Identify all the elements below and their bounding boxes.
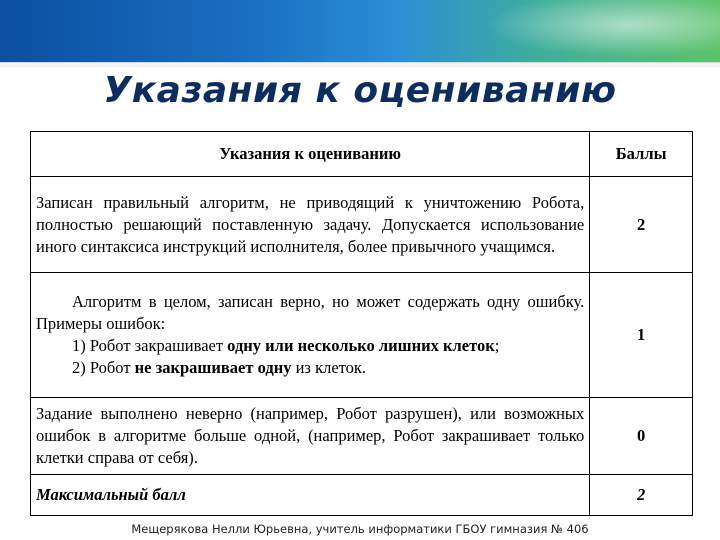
header-score: Баллы [590,132,693,177]
criteria-cell [31,273,590,398]
error-example-1-prefix: 1) Робот закрашивает [72,336,228,355]
table-total-row [31,475,693,516]
slide-title: Указания к оцениванию [103,70,617,111]
table-row [31,398,693,475]
header-criteria: Указания к оцениванию [31,132,590,177]
banner-divider [0,62,720,67]
criteria-cell: Записан правильный алгоритм, не приводящий к уничтожению Робота, полностью решающий поставленную задачу. Допускается использование иного синтаксиса инструкций исполнителя, более привычного учащимся. [31,177,590,273]
table-row [31,273,693,398]
banner-glow [460,0,720,62]
error-example-2-prefix: 2) Робот [72,358,135,377]
table-header-row [31,132,693,177]
score-cell: 1 [590,273,693,398]
error-example-2-suffix: из клеток. [291,358,367,377]
error-example-1-suffix: ; [494,336,500,355]
score-cell: 2 [590,177,693,273]
error-example-2-emphasis: не закрашивает одну [134,358,292,377]
error-example-1-emphasis: одну или несколько лишних клеток [227,336,495,355]
criteria-intro: Алгоритм в целом, записан верно, но может содержать одну ошибку. Примеры ошибок: [36,292,585,333]
max-score-label: Максимальный балл [31,475,590,516]
footer-author [0,522,720,536]
table-row [31,177,693,273]
max-score-value: 2 [590,475,693,516]
grading-table [30,131,693,516]
criteria-cell: Задание выполнено неверно (например, Робот разрушен), или возможных ошибок в алгоритме больше одной, (например, Робот закрашивает только клетки справа от себя). [31,398,590,475]
footer-text: Мещерякова Нелли Юрьевна, учитель информатики ГБОУ гимназия № 406 [127,522,592,536]
score-cell: 0 [590,398,693,475]
